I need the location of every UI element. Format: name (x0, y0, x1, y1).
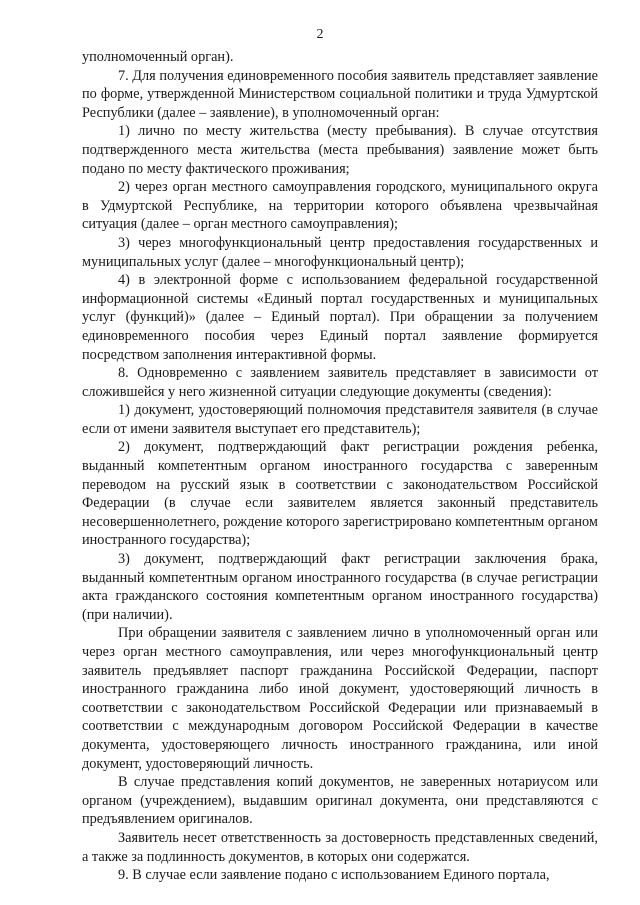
paragraph: 3) документ, подтверждающий факт регистрации заключения брака, выданный компетентным органом иностранного государства (в случае регистрации акта гражданского состояния компетентным органом иностранного государства) (при наличии). (82, 551, 598, 623)
paragraph: 3) через многофункциональный центр предоставления государственных и муниципальных услуг (далее – многофункциональный центр); (82, 234, 598, 270)
paragraph: 1) лично по месту жительства (месту пребывания). В случае отсутствия подтвержденного места жительства (места пребывания) заявление может быть подано по месту фактического проживания; (82, 123, 598, 177)
paragraph: 9. В случае если заявление подано с использованием Единого портала, (118, 867, 550, 884)
paragraph: 2) документ, подтверждающий факт регистрации рождения ребенка, выданный компетентным органом иностранного государства с заверенным переводом на русский язык в соответствии с законодательством Российской Федерации (в случае если заявителем является законный представитель несовершеннолетнего, рождение которого зарегистрировано компетентным органом иностранного государства); (82, 439, 598, 549)
paragraph: 2) через орган местного самоуправления городского, муниципального округа в Удмуртской Республике, на территории которого объявлена чрезвычайная ситуация (далее – орган местного самоуправления); (82, 179, 598, 233)
document-body (82, 48, 598, 885)
paragraph: 8. Одновременно с заявлением заявитель представляет в зависимости от сложившейся у него жизненной ситуации следующие документы (сведения): (82, 365, 598, 400)
paragraph: уполномоченный орган). (82, 49, 234, 65)
paragraph: 7. Для получения единовременного пособия заявитель представляет заявление по форме, утвержденной Министерством социальной политики и труда Удмуртской Республики (далее – заявление), в уполномоченный орган: (82, 67, 598, 121)
paragraph: В случае представления копий документов, не заверенных нотариусом или органом (учреждением), выдавшим оригинал документа, они представляются с предъявлением оригиналов. (82, 774, 598, 828)
paragraph: Заявитель несет ответственность за достоверность представленных сведений, а также за подлинность документов, в которых они содержатся. (82, 829, 598, 865)
paragraph: При обращении заявителя с заявлением лично в уполномоченный орган или через орган местного самоуправления, или через многофункциональный центр заявитель предъявляет паспорт гражданина Российской Федерации, паспорт иностранного гражданина либо иной документ, удостоверяющий личность в соответствии с законодательством Российской Федерации или признаваемый в соответствии с международным договором Российской Федерации в качестве документа, удостоверяющего личность иностранного гражданина, или иной документ, удостоверяющий личность. (82, 625, 598, 772)
paragraph: 4) в электронной форме с использованием федеральной государственной информационной системы «Единый портал государственных и муниципальных услуг (функций)» (далее – Единый портал). При обращении за получением единовременного пособия через Единый портал заявление формируется посредством заполнения интерактивной формы. (82, 272, 598, 363)
paragraph: 1) документ, удостоверяющий полномочия представителя заявителя (в случае если от имени заявителя выступает его представитель); (82, 402, 598, 437)
page-number: 2 (316, 27, 324, 42)
